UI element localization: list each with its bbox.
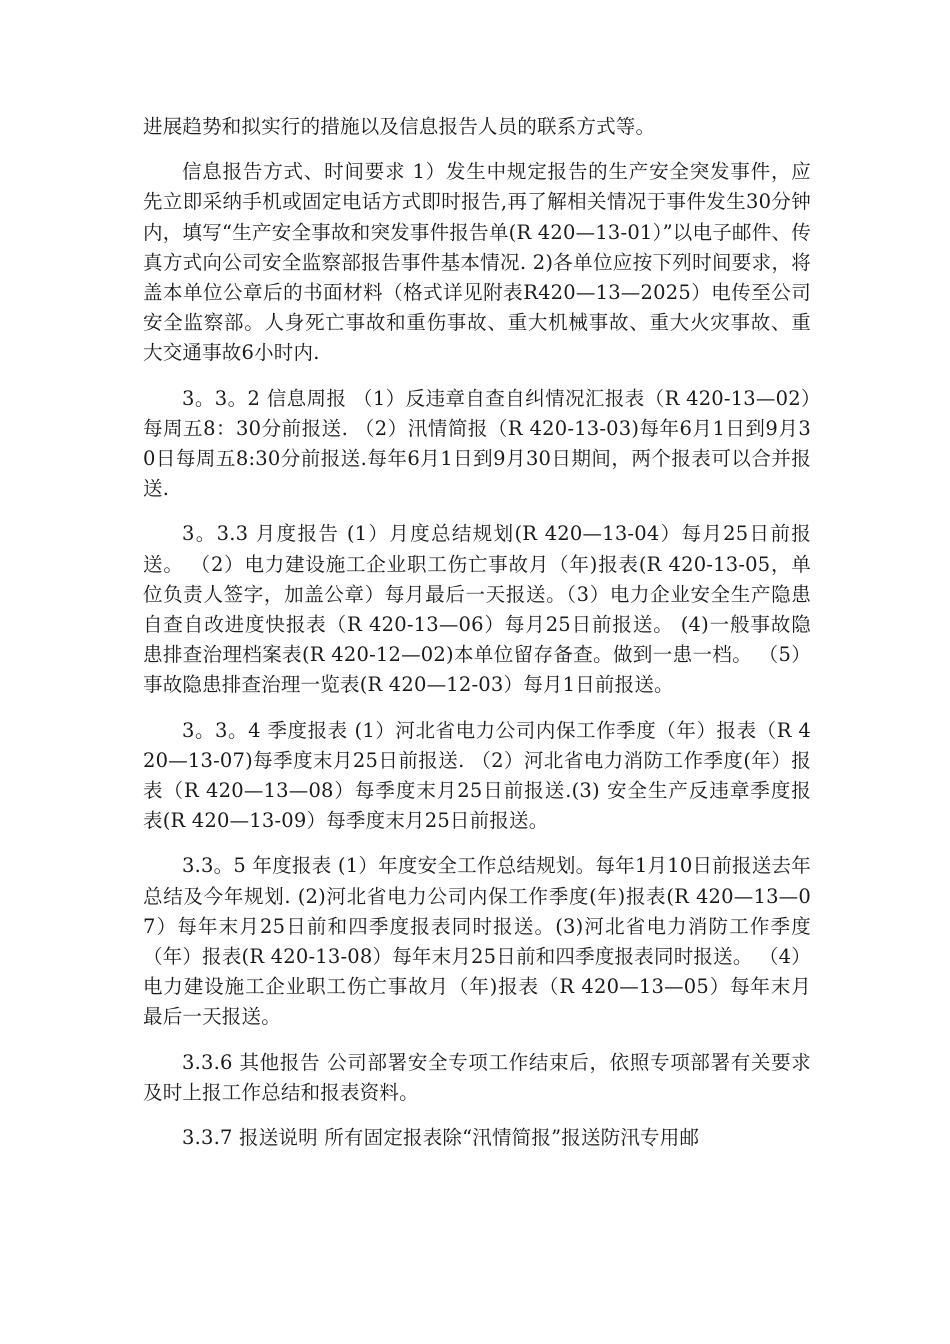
paragraph-quarterly-report: 3。3。4 季度报表 (1）河北省电力公司内保工作季度（年）报表（R 420—13-07)每季度末月25日前报送. （2）河北省电力消防工作季度(年）报表（R 420—13—08）每季度末月25日前报送.(3) 安全生产反违章季度报表(R 420—13-09）每季度末月25日前报送。 [143, 718, 811, 833]
paragraph-other-report: 3.3.6 其他报告 公司部署安全专项工作结束后，依照专项部署有关要求及时上报工作总结和报表资料。 [143, 1050, 811, 1104]
paragraph-report-method: 信息报告方式、时间要求 1）发生中规定报告的生产安全突发事件，应先立即采纳手机或固定电话方式即时报告,再了解相关情况于事件发生30分钟内，填写“生产安全事故和突发事件报告单(R 420—13-01）”以电子邮件、传真方式向公司安全监察部报告事件基本情况. 2)各单位应按下列时间要求，将盖本单位公章后的书面材料（格式详见附表R420—13—2025）电传至公司安全监察部。人身死亡事故和重伤事故、重大机械事故、重大火灾事故、重大交通事故6小时内. [143, 160, 811, 365]
document-page [143, 112, 811, 1168]
paragraph-monthly-report: 3。3.3 月度报告 (1）月度总结规划(R 420—13-04）每月25日前报送。 （2）电力建设施工企业职工伤亡事故月（年)报表(R 420-13-05，单位负责人签字，加盖公章）每月最后一天报送。（3）电力企业安全生产隐患自查自改进度快报表（R 420-13—06）每月25日前报送。 (4)一般事故隐患排查治理档案表(R 420-12—02)本单位留存备查。做到一患一档。 （5）事故隐患排查治理一览表(R 420—12-03）每月1日前报送。 [143, 522, 811, 697]
paragraph-weekly-report: 3。3。2 信息周报 （1）反违章自查自纠情况汇报表（R 420-13—02）每周五8：30分前报送. （2）汛情简报（R 420-13-03)每年6月1日到9月30日每周五8:30分前报送.每年6月1日到9月30日期间，两个报表可以合并报送. [143, 386, 811, 501]
paragraph-submission-notes: 3.3.7 报送说明 所有固定报表除“汛情简报”报送防汛专用邮 [182, 1126, 700, 1150]
paragraph-continuation: 进展趋势和拟实行的措施以及信息报告人员的联系方式等。 [143, 115, 656, 138]
paragraph-annual-report: 3.3。5 年度报表 (1）年度安全工作总结规划。每年1月10日前报送去年总结及今年规划. (2)河北省电力公司内保工作季度(年)报表(R 420—13—07）每年末月25日前和四季度报表同时报送。(3)河北省电力消防工作季度（年）报表(R 420-13-08）每年末月25日前和四季度报表同时报送。 （4）电力建设施工企业职工伤亡事故月（年)报表（R 420—13—05）每年末月最后一天报送。 [143, 854, 811, 1029]
